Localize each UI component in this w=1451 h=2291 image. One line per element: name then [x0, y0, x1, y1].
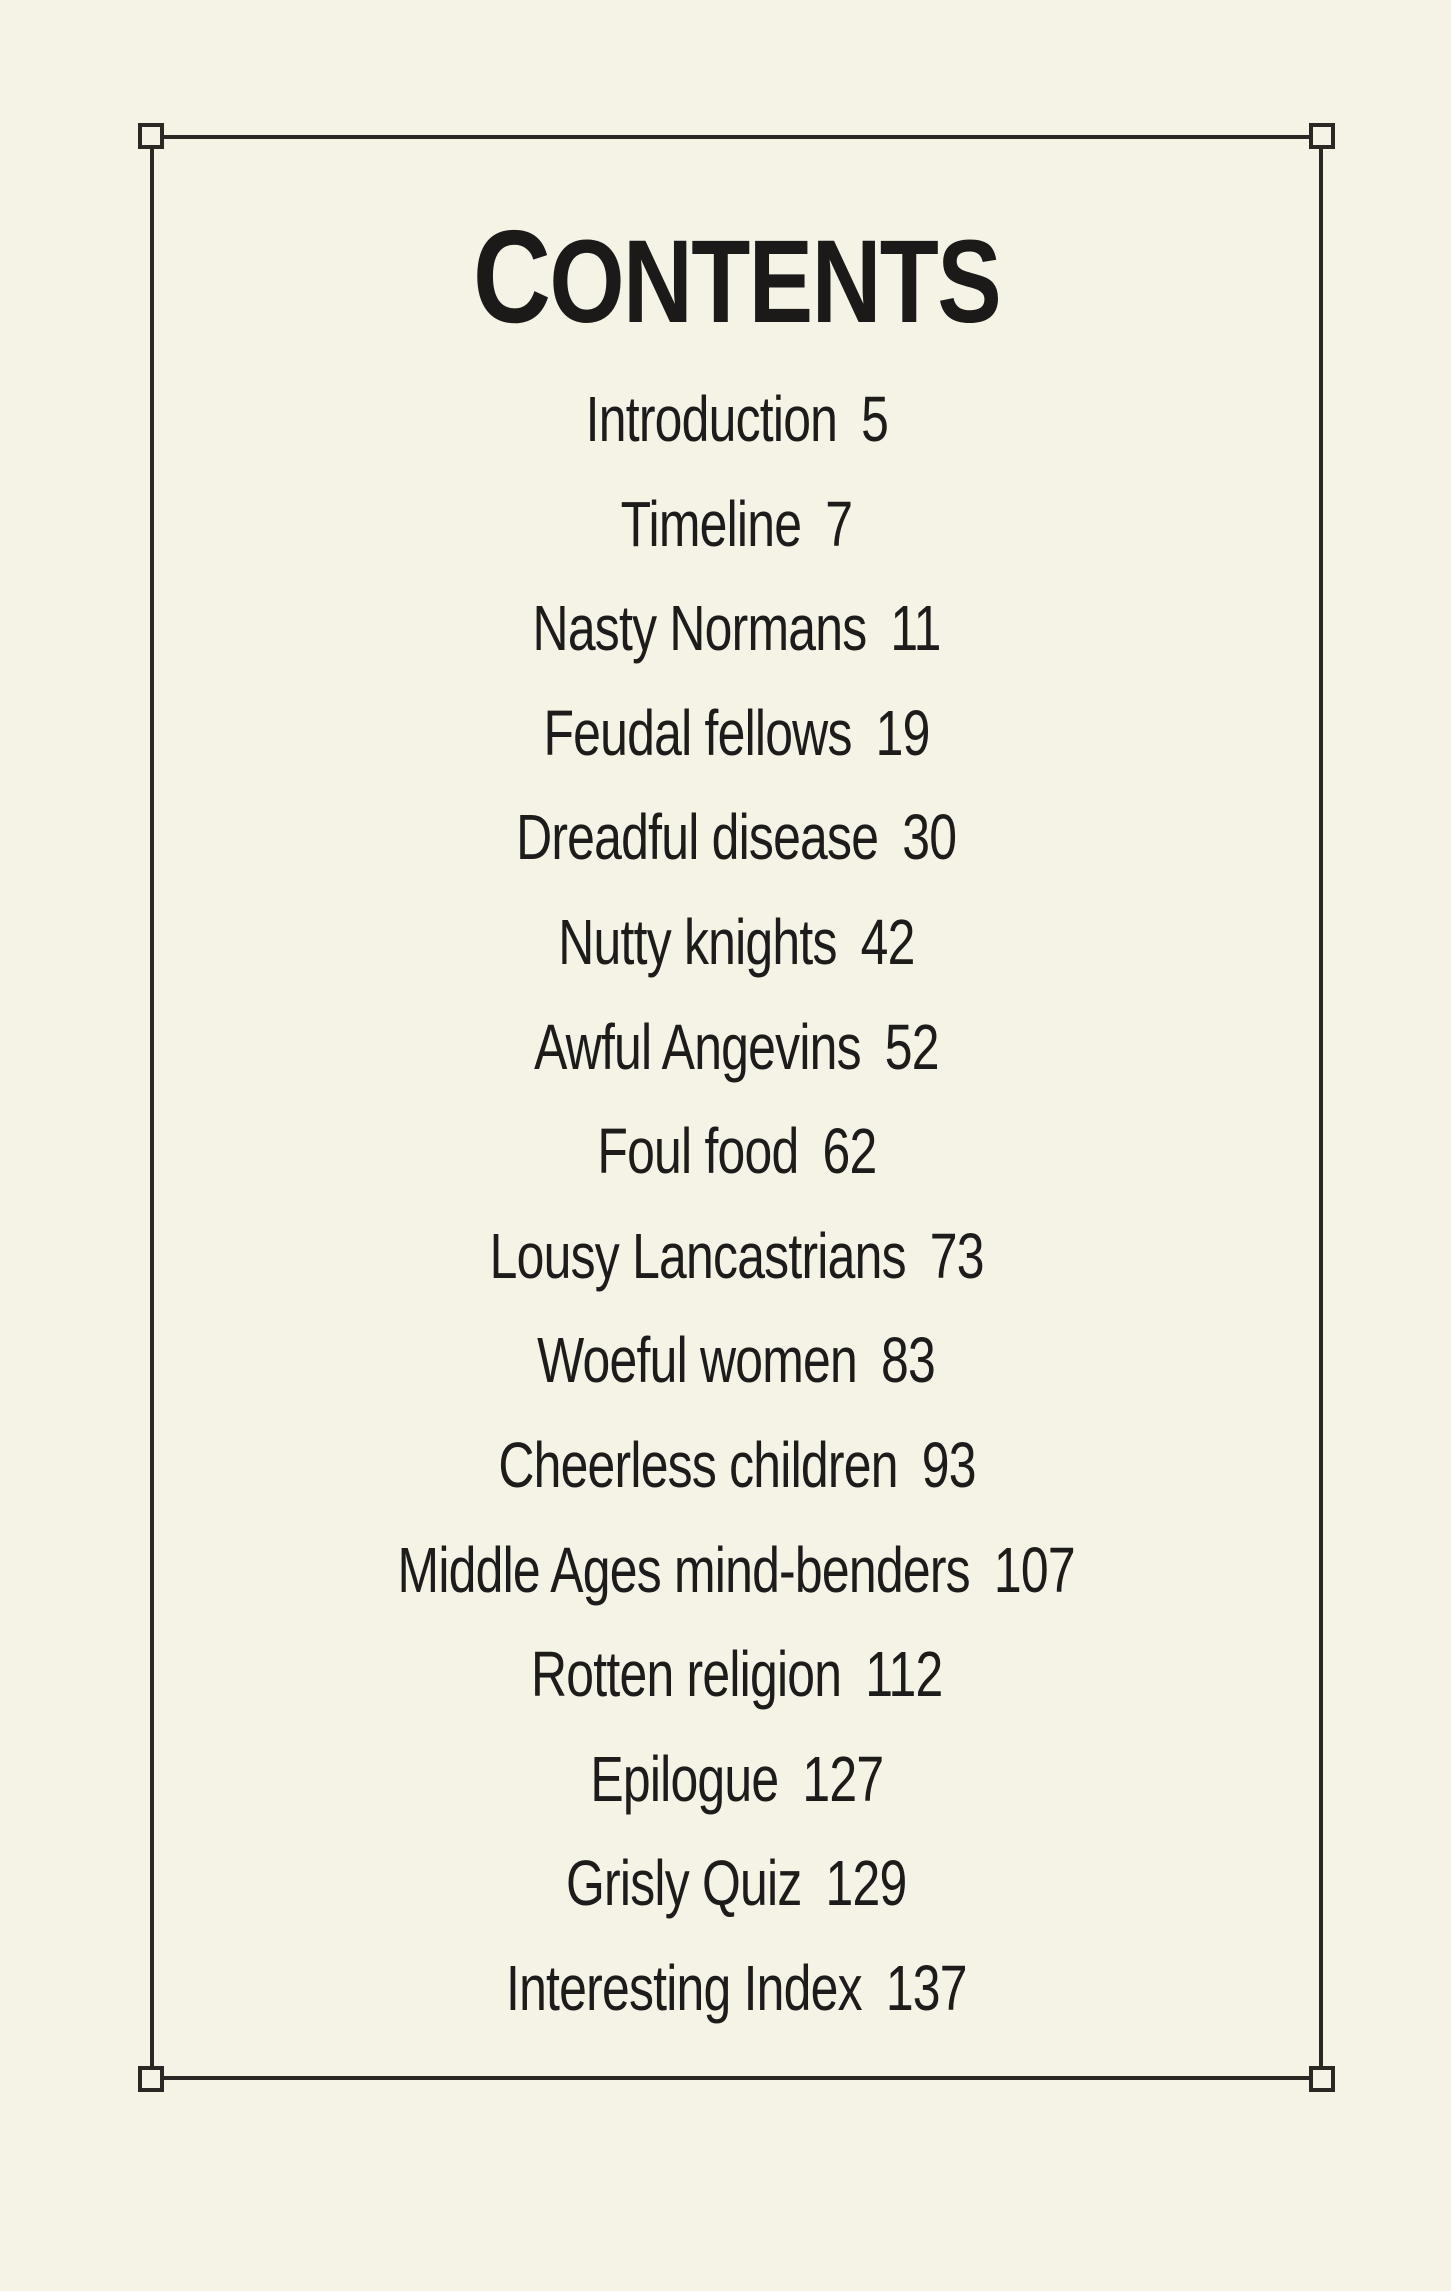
toc-entry-label: Timeline: [620, 487, 802, 560]
toc-entry-page: 30: [902, 801, 957, 874]
toc-entry: [154, 785, 1319, 890]
toc-entry-label: Epilogue: [589, 1742, 779, 1815]
page-title: CONTENTS: [472, 203, 1001, 350]
toc-entry-page: 129: [825, 1847, 907, 1920]
toc-entry-label: Interesting Index: [506, 1951, 862, 2024]
toc-entry: [154, 1308, 1319, 1413]
toc-entry-label: Awful Angevins: [534, 1010, 861, 1083]
toc-entry-label: Lousy Lancastrians: [489, 1219, 906, 1292]
frame-corner-ornament: [138, 123, 164, 149]
toc-entry-page: 107: [994, 1533, 1076, 1606]
toc-entry: [154, 1622, 1319, 1727]
toc-entry: [154, 681, 1319, 786]
toc-entry: [154, 576, 1319, 681]
toc-entry: [154, 472, 1319, 577]
toc-entry: [154, 1518, 1319, 1623]
toc-entry: [154, 1099, 1319, 1204]
toc-entry-page: 112: [864, 1638, 943, 1711]
toc-entry-label: Feudal fellows: [543, 696, 852, 769]
toc-entry: [154, 1831, 1319, 1936]
toc-entry-label: Cheerless children: [497, 1428, 898, 1501]
toc-entry: [154, 1413, 1319, 1518]
frame-corner-ornament: [138, 2066, 164, 2092]
toc-entry-page: 83: [881, 1324, 936, 1397]
toc-entry-label: Introduction: [585, 383, 837, 455]
table-of-contents: [154, 367, 1319, 2041]
toc-entry-label: Middle Ages mind-benders: [397, 1533, 971, 1606]
toc-entry-label: Woeful women: [537, 1324, 858, 1397]
toc-entry-page: 7: [825, 487, 853, 560]
toc-entry-label: Nasty Normans: [532, 592, 867, 665]
frame-corner-ornament: [1309, 2066, 1335, 2092]
frame-corner-ornament: [1309, 123, 1335, 149]
toc-entry: [154, 890, 1319, 995]
toc-entry: [154, 1204, 1319, 1309]
toc-entry-label: Foul food: [596, 1115, 799, 1188]
toc-entry-label: Grisly Quiz: [566, 1847, 802, 1920]
toc-entry: [154, 367, 1319, 472]
toc-entry-page: 5: [860, 383, 888, 455]
toc-entry-label: Dreadful disease: [516, 801, 879, 874]
toc-entry-page: 137: [885, 1951, 967, 2024]
toc-entry-page: 93: [921, 1428, 976, 1501]
toc-entry: [154, 1936, 1319, 2041]
toc-entry-page: 19: [875, 696, 930, 769]
toc-entry-label: Rotten religion: [530, 1638, 841, 1711]
toc-entry-page: 52: [884, 1010, 939, 1083]
toc-entry: [154, 995, 1319, 1100]
contents-frame: [150, 135, 1323, 2080]
toc-entry-page: 42: [860, 905, 915, 978]
toc-entry-label: Nutty knights: [558, 905, 837, 978]
toc-entry: [154, 1727, 1319, 1832]
toc-entry-page: 73: [929, 1219, 984, 1292]
toc-entry-page: 11: [890, 592, 941, 665]
toc-entry-page: 62: [822, 1115, 877, 1188]
toc-entry-page: 127: [802, 1742, 884, 1815]
